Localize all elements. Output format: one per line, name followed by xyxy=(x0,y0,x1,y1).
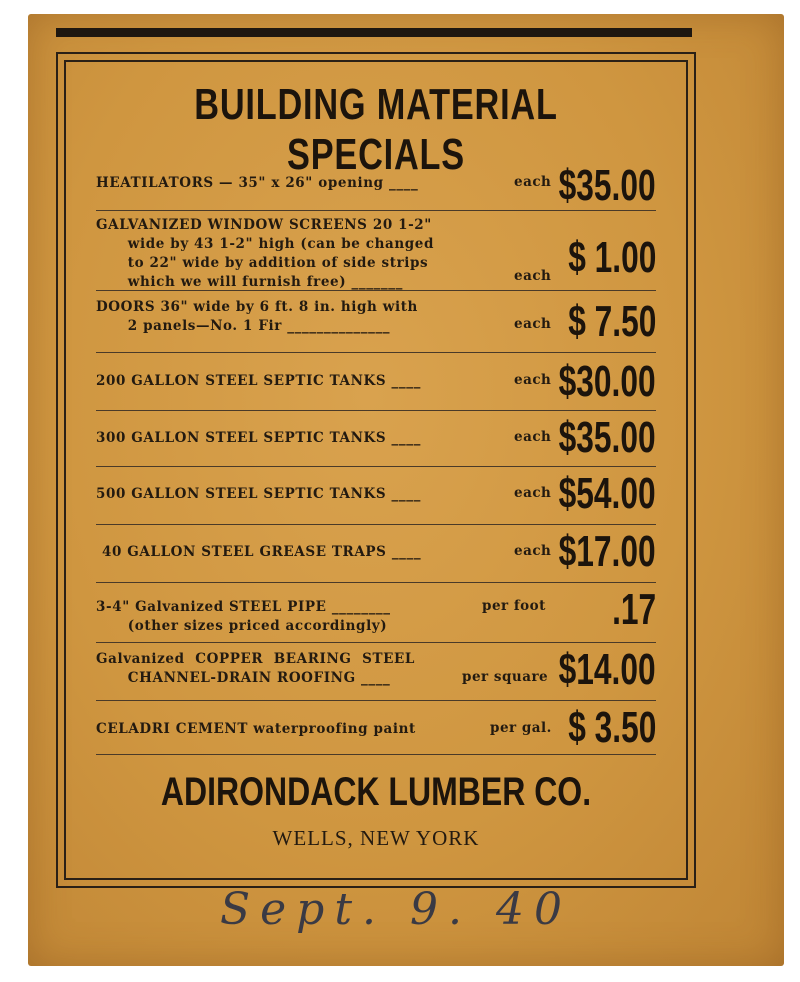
company-name: ADIRONDACK LUMBER CO. xyxy=(160,770,592,814)
item-unit: per foot xyxy=(482,598,546,614)
item-description: CELADRI CEMENT waterproofing paint xyxy=(96,721,416,737)
item-unit: per gal. xyxy=(490,720,552,736)
item-description: 40 GALLON STEEL GREASE TRAPS ____ xyxy=(102,544,422,560)
item-price: $17.00 xyxy=(559,527,656,576)
item-price: $ 7.50 xyxy=(567,297,656,346)
item-description: Galvanized COPPER BEARING STEEL CHANNEL-DRAIN ROOFING ____ xyxy=(96,651,415,686)
item-description: 500 GALLON STEEL SEPTIC TANKS ____ xyxy=(96,486,421,502)
price-row xyxy=(96,700,656,755)
item-unit: each xyxy=(514,174,552,190)
item-price: $ 3.50 xyxy=(567,703,656,752)
item-description: GALVANIZED WINDOW SCREENS 20 1-2" wide by 43 1-2" high (can be changed to 22" wide by addition of side strips which we will furnish free) _______ xyxy=(96,217,435,290)
price-row xyxy=(96,410,656,467)
item-unit: each xyxy=(514,268,552,284)
item-price: $35.00 xyxy=(559,161,656,210)
item-unit: each xyxy=(514,429,552,445)
item-description: 200 GALLON STEEL SEPTIC TANKS ____ xyxy=(96,373,421,389)
price-row xyxy=(96,466,656,525)
item-price: $35.00 xyxy=(559,413,656,462)
page-title: BUILDING MATERIAL SPECIALS xyxy=(194,80,558,179)
price-row xyxy=(96,210,656,291)
price-row xyxy=(96,642,656,701)
price-row xyxy=(96,162,656,211)
item-price: $30.00 xyxy=(559,357,656,406)
item-price: $54.00 xyxy=(559,469,656,518)
item-unit: each xyxy=(514,316,552,332)
price-row xyxy=(96,582,656,643)
item-unit: each xyxy=(514,485,552,501)
company-location: WELLS, NEW YORK xyxy=(272,826,480,850)
price-row xyxy=(96,352,656,411)
item-description: 3-4" Galvanized STEEL PIPE ________ (other sizes priced accordingly) xyxy=(96,599,391,634)
item-unit: each xyxy=(514,543,552,559)
handwritten-date: Sept. 9. 40 xyxy=(220,884,572,935)
item-price: $ 1.00 xyxy=(567,233,656,282)
item-price: .17 xyxy=(611,585,656,634)
price-row xyxy=(96,290,656,353)
item-unit: each xyxy=(514,372,552,388)
item-price: $14.00 xyxy=(559,645,656,694)
item-description: DOORS 36" wide by 6 ft. 8 in. high with 2 panels—No. 1 Fir ______________ xyxy=(96,299,418,334)
item-description: 300 GALLON STEEL SEPTIC TANKS ____ xyxy=(96,430,421,446)
top-rule xyxy=(56,28,692,37)
price-row xyxy=(96,524,656,583)
item-unit: per square xyxy=(462,669,549,685)
item-description: HEATILATORS — 35" x 26" opening ____ xyxy=(96,175,419,191)
